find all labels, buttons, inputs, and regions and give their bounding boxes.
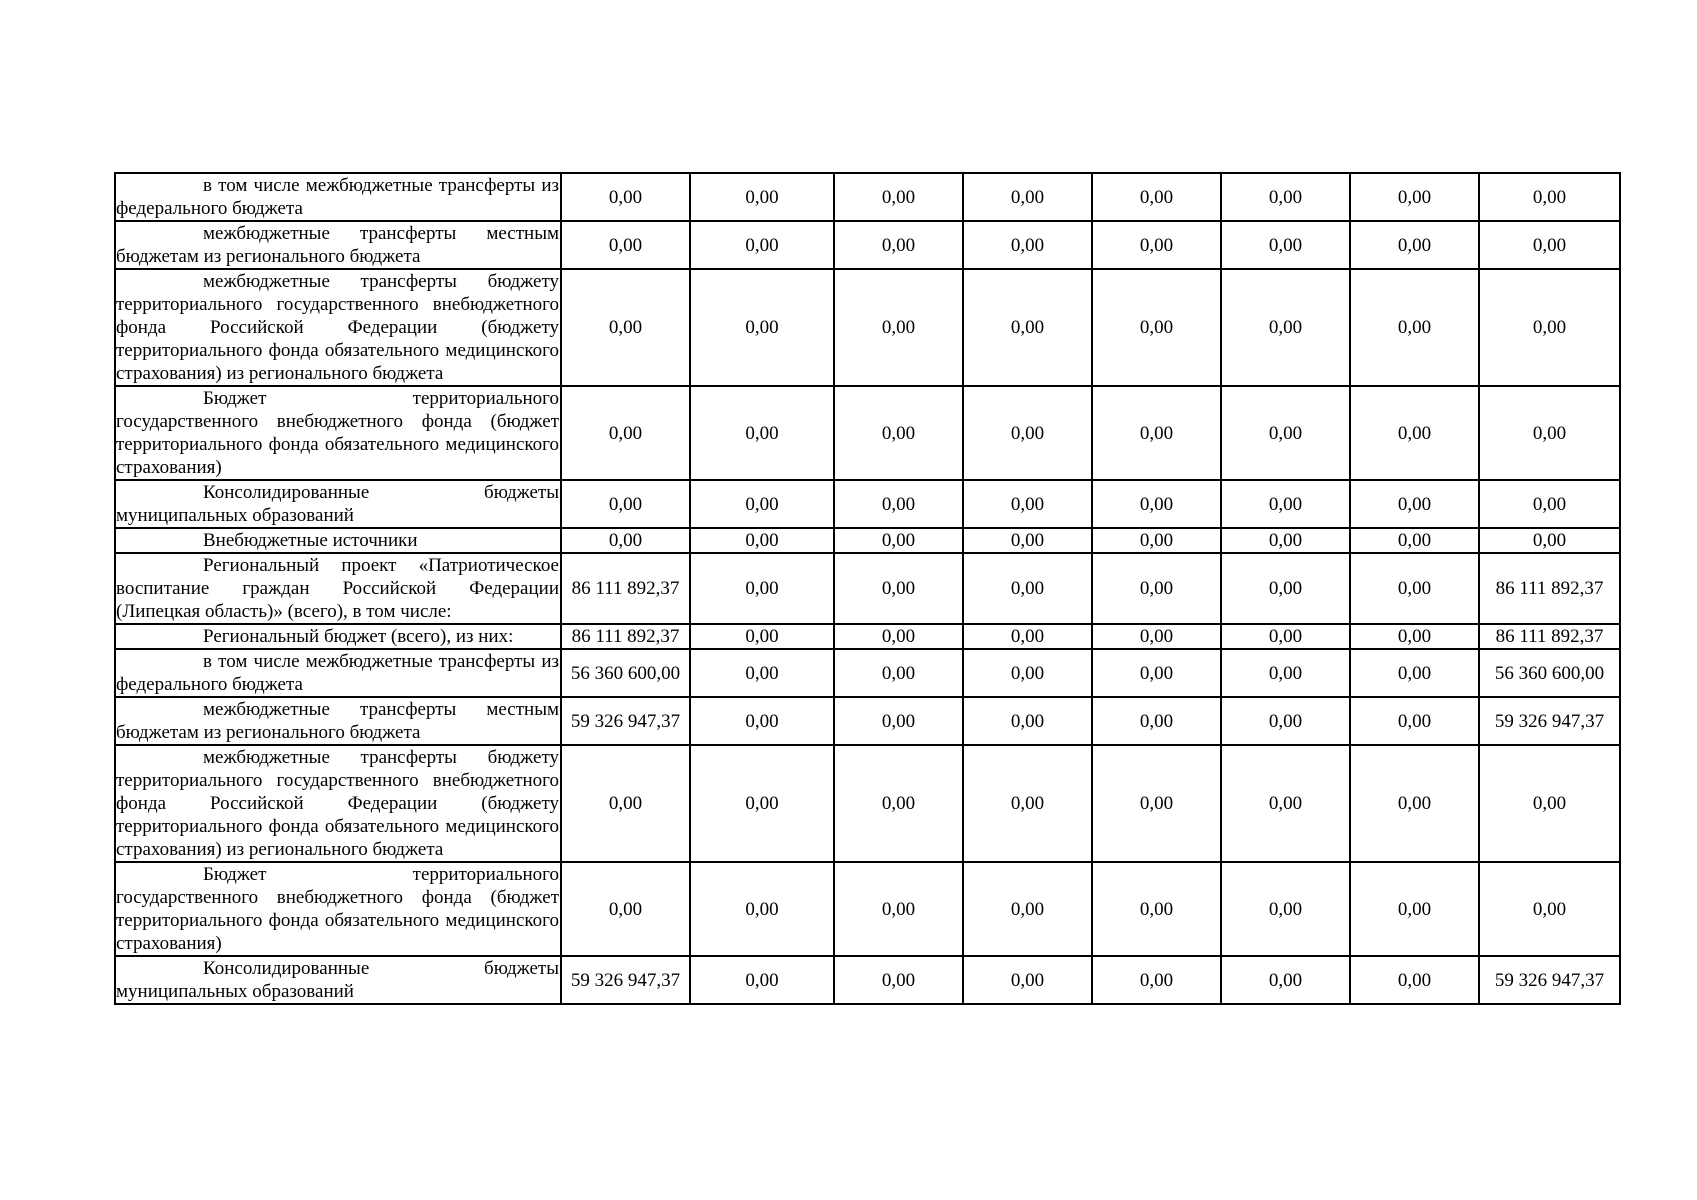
table-body — [115, 173, 1620, 1004]
value-cell: 0,00 — [1092, 528, 1221, 553]
value-cell: 0,00 — [1221, 745, 1350, 862]
value-cell: 86 111 892,37 — [561, 553, 690, 624]
value-cell: 0,00 — [834, 221, 963, 269]
value-cell: 59 326 947,37 — [1479, 697, 1620, 745]
value-cell: 59 326 947,37 — [561, 956, 690, 1004]
table-row — [115, 528, 1620, 553]
value-cell: 0,00 — [834, 480, 963, 528]
value-cell: 0,00 — [1350, 697, 1479, 745]
value-cell: 0,00 — [1350, 528, 1479, 553]
value-cell: 0,00 — [1092, 745, 1221, 862]
row-label-cell — [115, 862, 561, 956]
value-cell: 0,00 — [1479, 173, 1620, 221]
value-cell: 0,00 — [963, 649, 1092, 697]
value-cell: 0,00 — [690, 480, 834, 528]
value-cell: 56 360 600,00 — [561, 649, 690, 697]
value-cell: 0,00 — [561, 480, 690, 528]
value-cell: 0,00 — [1479, 221, 1620, 269]
table-row — [115, 553, 1620, 624]
table-row — [115, 480, 1620, 528]
value-cell: 59 326 947,37 — [1479, 956, 1620, 1004]
value-cell: 0,00 — [1221, 956, 1350, 1004]
value-cell: 0,00 — [690, 624, 834, 649]
value-cell: 0,00 — [561, 173, 690, 221]
row-label: Региональный проект «Патриотическое воспитание граждан Российской Федерации (Липецкая область)» (всего), в том числе: — [116, 555, 559, 622]
row-label: Бюджет территориального государственного внебюджетного фонда (бюджет территориального фонда обязательного медицинского страхования) — [116, 388, 559, 478]
value-cell: 0,00 — [690, 553, 834, 624]
table-row — [115, 221, 1620, 269]
budget-table — [114, 172, 1621, 1005]
value-cell: 0,00 — [1092, 221, 1221, 269]
value-cell: 0,00 — [1221, 221, 1350, 269]
row-label: в том числе межбюджетные трансферты из федерального бюджета — [116, 175, 559, 219]
value-cell: 0,00 — [963, 173, 1092, 221]
value-cell: 0,00 — [834, 553, 963, 624]
table-row — [115, 697, 1620, 745]
value-cell: 0,00 — [834, 649, 963, 697]
value-cell: 0,00 — [1092, 269, 1221, 386]
row-label-cell — [115, 173, 561, 221]
row-label: межбюджетные трансферты местным бюджетам из регионального бюджета — [116, 223, 559, 267]
value-cell: 0,00 — [1221, 528, 1350, 553]
row-label: Бюджет территориального государственного внебюджетного фонда (бюджет территориального фонда обязательного медицинского страхования) — [116, 864, 559, 954]
row-label-cell — [115, 956, 561, 1004]
value-cell: 0,00 — [1221, 480, 1350, 528]
value-cell: 0,00 — [690, 269, 834, 386]
row-label: межбюджетные трансферты бюджету территориального государственного внебюджетного фонда Российской Федерации (бюджету территориального фонда обязательного медицинского страхования) из регионального бюджета — [116, 747, 559, 860]
value-cell: 0,00 — [963, 480, 1092, 528]
row-label: межбюджетные трансферты бюджету территориального государственного внебюджетного фонда Российской Федерации (бюджету территориального фонда обязательного медицинского страхования) из регионального бюджета — [116, 271, 559, 384]
value-cell: 0,00 — [963, 269, 1092, 386]
value-cell: 0,00 — [690, 649, 834, 697]
table-row — [115, 649, 1620, 697]
value-cell: 0,00 — [834, 862, 963, 956]
value-cell: 0,00 — [1479, 480, 1620, 528]
row-label: в том числе межбюджетные трансферты из федерального бюджета — [116, 651, 559, 695]
value-cell: 0,00 — [561, 745, 690, 862]
value-cell: 0,00 — [1350, 221, 1479, 269]
value-cell: 0,00 — [1221, 862, 1350, 956]
value-cell: 0,00 — [1221, 173, 1350, 221]
row-label-cell — [115, 649, 561, 697]
value-cell: 0,00 — [1092, 649, 1221, 697]
row-label-cell — [115, 697, 561, 745]
value-cell: 0,00 — [1092, 697, 1221, 745]
value-cell: 0,00 — [1092, 480, 1221, 528]
row-label-cell — [115, 745, 561, 862]
value-cell: 0,00 — [690, 745, 834, 862]
row-label: Региональный бюджет (всего), из них: — [203, 626, 514, 647]
row-label-cell — [115, 553, 561, 624]
table-row — [115, 173, 1620, 221]
value-cell: 86 111 892,37 — [561, 624, 690, 649]
row-label: Внебюджетные источники — [203, 530, 418, 551]
value-cell: 0,00 — [690, 528, 834, 553]
value-cell: 0,00 — [963, 528, 1092, 553]
value-cell: 0,00 — [1092, 553, 1221, 624]
row-label: Консолидированные бюджеты муниципальных образований — [116, 482, 559, 526]
value-cell: 0,00 — [834, 386, 963, 480]
value-cell: 0,00 — [690, 862, 834, 956]
value-cell: 0,00 — [963, 553, 1092, 624]
value-cell: 0,00 — [1221, 269, 1350, 386]
table-row — [115, 862, 1620, 956]
value-cell: 86 111 892,37 — [1479, 553, 1620, 624]
table-row — [115, 624, 1620, 649]
row-label-cell — [115, 386, 561, 480]
value-cell: 0,00 — [1350, 386, 1479, 480]
value-cell: 0,00 — [834, 624, 963, 649]
value-cell: 0,00 — [1350, 480, 1479, 528]
value-cell: 0,00 — [1350, 553, 1479, 624]
value-cell: 0,00 — [1350, 624, 1479, 649]
value-cell: 0,00 — [1350, 269, 1479, 386]
value-cell: 0,00 — [1221, 697, 1350, 745]
value-cell: 0,00 — [1092, 173, 1221, 221]
value-cell: 0,00 — [963, 745, 1092, 862]
row-label-cell — [115, 624, 561, 649]
value-cell: 0,00 — [1092, 624, 1221, 649]
value-cell: 0,00 — [690, 221, 834, 269]
value-cell: 0,00 — [834, 697, 963, 745]
value-cell: 0,00 — [1479, 269, 1620, 386]
value-cell: 0,00 — [1092, 386, 1221, 480]
value-cell: 0,00 — [963, 386, 1092, 480]
value-cell: 0,00 — [963, 862, 1092, 956]
value-cell: 0,00 — [963, 624, 1092, 649]
value-cell: 0,00 — [1350, 862, 1479, 956]
value-cell: 0,00 — [1350, 745, 1479, 862]
value-cell: 0,00 — [834, 528, 963, 553]
value-cell: 0,00 — [834, 173, 963, 221]
value-cell: 0,00 — [690, 697, 834, 745]
row-label: Консолидированные бюджеты муниципальных образований — [116, 958, 559, 1002]
value-cell: 0,00 — [963, 697, 1092, 745]
table-row — [115, 269, 1620, 386]
value-cell: 0,00 — [963, 956, 1092, 1004]
value-cell: 0,00 — [834, 956, 963, 1004]
row-label: межбюджетные трансферты местным бюджетам из регионального бюджета — [116, 699, 559, 743]
value-cell: 0,00 — [690, 173, 834, 221]
value-cell: 0,00 — [690, 386, 834, 480]
value-cell: 0,00 — [1350, 173, 1479, 221]
table-row — [115, 956, 1620, 1004]
row-label-cell — [115, 480, 561, 528]
value-cell: 0,00 — [1092, 862, 1221, 956]
value-cell: 0,00 — [1092, 956, 1221, 1004]
value-cell: 0,00 — [561, 269, 690, 386]
value-cell: 0,00 — [1221, 386, 1350, 480]
value-cell: 59 326 947,37 — [561, 697, 690, 745]
row-label-cell — [115, 269, 561, 386]
value-cell: 0,00 — [1350, 956, 1479, 1004]
value-cell: 56 360 600,00 — [1479, 649, 1620, 697]
value-cell: 0,00 — [1479, 862, 1620, 956]
table-row — [115, 386, 1620, 480]
table-row — [115, 745, 1620, 862]
value-cell: 0,00 — [1479, 386, 1620, 480]
value-cell: 0,00 — [834, 269, 963, 386]
value-cell: 0,00 — [561, 528, 690, 553]
value-cell: 0,00 — [1350, 649, 1479, 697]
value-cell: 0,00 — [690, 956, 834, 1004]
value-cell: 0,00 — [834, 745, 963, 862]
value-cell: 0,00 — [561, 386, 690, 480]
value-cell: 0,00 — [1479, 528, 1620, 553]
value-cell: 0,00 — [1221, 624, 1350, 649]
value-cell: 0,00 — [963, 221, 1092, 269]
value-cell: 86 111 892,37 — [1479, 624, 1620, 649]
row-label-cell — [115, 221, 561, 269]
row-label-cell — [115, 528, 561, 553]
value-cell: 0,00 — [1221, 553, 1350, 624]
value-cell: 0,00 — [1479, 745, 1620, 862]
value-cell: 0,00 — [561, 862, 690, 956]
value-cell: 0,00 — [561, 221, 690, 269]
value-cell: 0,00 — [1221, 649, 1350, 697]
